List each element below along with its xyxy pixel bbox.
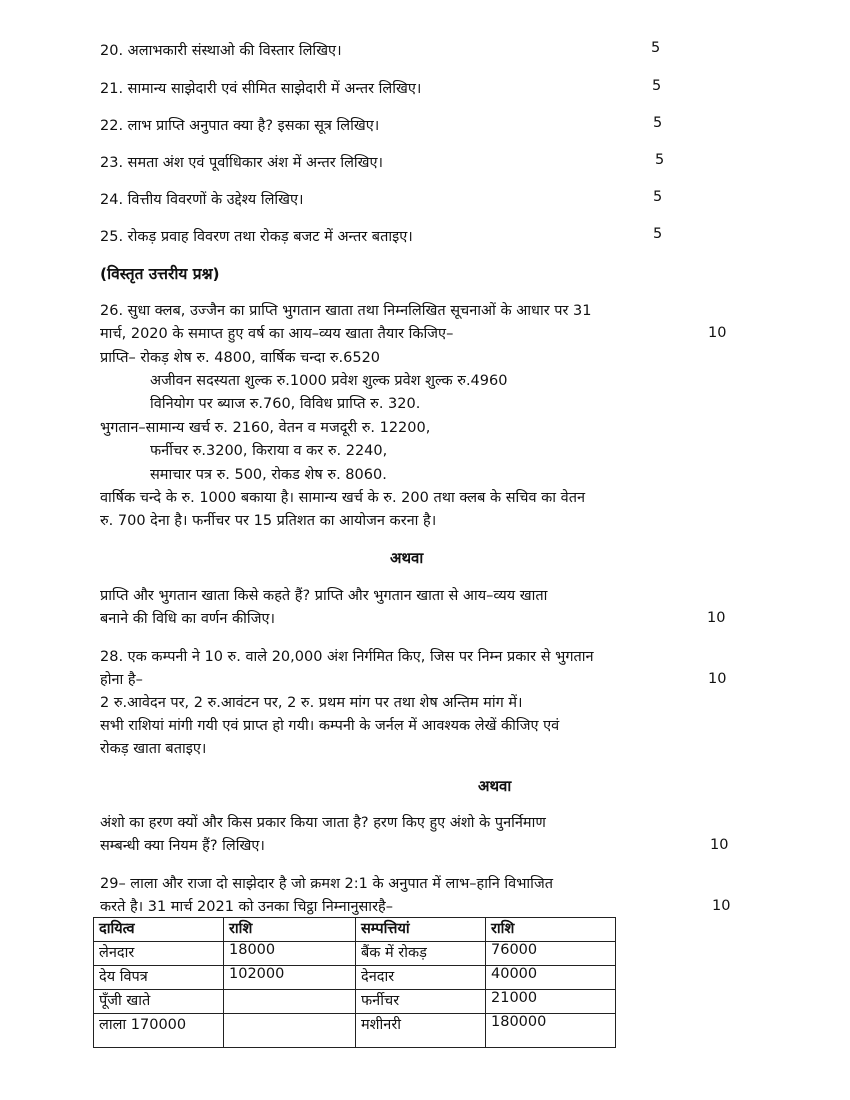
- header-amount-1: राशि: [224, 918, 356, 942]
- table-cell: देनदार: [356, 966, 486, 990]
- balance-sheet-table: [93, 917, 616, 1048]
- q26-payments-3: समाचार पत्र रु. 500, रोकड शेष रु. 8060.: [150, 467, 387, 483]
- alt26-line2: बनाने की विधि का वर्णन कीजिए।: [100, 611, 275, 627]
- table-cell: देय विपत्र: [94, 966, 224, 990]
- header-assets: सम्पत्तियां: [356, 918, 486, 942]
- header-amount-2: राशि: [486, 918, 616, 942]
- q28-line1: 28. एक कम्पनी ने 10 रु. वाले 20,000 अंश निर्गमित किए, जिस पर निम्न प्रकार से भुगतान: [100, 649, 594, 665]
- marks-20: 5: [651, 40, 661, 56]
- marks-22: 5: [653, 115, 663, 131]
- marks-23: 5: [655, 152, 665, 168]
- alt28-line1: अंशो का हरण क्यों और किस प्रकार किया जाता है? हरण किए हुए अंशो के पुनर्निमाण: [100, 815, 546, 831]
- q29-marks: 10: [712, 898, 731, 914]
- table-row: [94, 990, 616, 1014]
- q26-marks: 10: [708, 325, 727, 341]
- table-cell: 76000: [486, 942, 616, 966]
- table-cell: [224, 990, 356, 1014]
- table-cell: 21000: [486, 990, 616, 1014]
- or-label-2: अथवा: [478, 777, 512, 795]
- table-cell: 40000: [486, 966, 616, 990]
- q28-line5: रोकड़ खाता बताइए।: [100, 741, 207, 757]
- marks-24: 5: [653, 189, 663, 205]
- table-header-row: [94, 918, 616, 942]
- table-cell: [224, 1014, 356, 1048]
- alt26-line1: प्राप्ति और भुगतान खाता किसे कहते हैं? प्राप्ति और भुगतान खाता से आय–व्यय खाता: [100, 588, 548, 604]
- question-23: 23. समता अंश एवं पूर्वाधिकार अंश में अन्तर लिखिए।: [100, 155, 384, 171]
- q28-line3: 2 रु.आवेदन पर, 2 रु.आवंटन पर, 2 रु. प्रथम मांग पर तथा शेष अन्तिम मांग में।: [100, 695, 523, 711]
- question-21: 21. सामान्य साझेदारी एवं सीमित साझेदारी में अन्तर लिखिए।: [100, 81, 422, 97]
- question-25: 25. रोकड़ प्रवाह विवरण तथा रोकड़ बजट में अन्तर बताइए।: [100, 229, 413, 245]
- q28-line4: सभी राशियां मांगी गयी एवं प्राप्त हो गयी। कम्पनी के जर्नल में आवश्यक लेखें कीजिए एवं: [100, 718, 560, 734]
- alt26-marks: 10: [707, 610, 726, 626]
- q29-line2: करते है। 31 मार्च 2021 को उनका चिट्ठा निम्नानुसारहै–: [100, 899, 393, 915]
- table-row: [94, 966, 616, 990]
- question-24: 24. वित्तीय विवरणों के उद्देश्य लिखिए।: [100, 192, 304, 208]
- or-label-1: अथवा: [390, 549, 424, 567]
- q26-receipts-3: विनियोग पर ब्याज रु.760, विविध प्राप्ति रु. 320.: [150, 396, 421, 412]
- q26-note-1: वार्षिक चन्दे के रु. 1000 बकाया है। सामान्य खर्च के रु. 200 तथा क्लब के सचिव का वेतन: [100, 490, 586, 506]
- q26-receipts-2: अजीवन सदस्यता शुल्क रु.1000 प्रवेश शुल्क प्रवेश शुल्क रु.4960: [150, 373, 508, 389]
- section-heading: (विस्तृत उत्तरीय प्रश्न): [100, 265, 220, 283]
- table-cell: लेनदार: [94, 942, 224, 966]
- table-row: [94, 942, 616, 966]
- question-20: 20. अलाभकारी संस्थाओ की विस्तार लिखिए।: [100, 43, 342, 59]
- table-cell: फर्नीचर: [356, 990, 486, 1014]
- table-cell: 18000: [224, 942, 356, 966]
- q29-line1: 29– लाला और राजा दो साझेदार है जो क्रमश 2:1 के अनुपात में लाभ–हानि विभाजित: [100, 876, 553, 892]
- alt28-marks: 10: [710, 837, 729, 853]
- table-cell: मशीनरी: [356, 1014, 486, 1048]
- q28-line2: होना है–: [100, 672, 143, 688]
- table-cell: लाला 170000: [94, 1014, 224, 1048]
- q26-note-2: रु. 700 देना है। फर्नीचर पर 15 प्रतिशत का आयोजन करना है।: [100, 513, 437, 529]
- q26-line2: मार्च, 2020 के समाप्त हुए वर्ष का आय–व्यय खाता तैयार किजिए–: [100, 326, 454, 342]
- q26-payments-2: फर्नीचर रु.3200, किराया व कर रु. 2240,: [150, 443, 388, 459]
- marks-21: 5: [652, 78, 662, 94]
- q26-payments-1: भुगतान–सामान्य खर्च रु. 2160, वेतन व मजदूरी रु. 12200,: [100, 420, 431, 436]
- q26-receipts-1: प्राप्ति– रोकड़ शेष रु. 4800, वार्षिक चन्दा रु.6520: [100, 350, 381, 366]
- header-liabilities: दायित्व: [94, 918, 224, 942]
- question-22: 22. लाभ प्राप्ति अनुपात क्या है? इसका सूत्र लिखिए।: [100, 118, 380, 134]
- marks-25: 5: [653, 226, 663, 242]
- table-cell: 102000: [224, 966, 356, 990]
- q28-marks: 10: [708, 671, 727, 687]
- table-cell: बैंक में रोकड़: [356, 942, 486, 966]
- table-row: [94, 1014, 616, 1048]
- q26-line1: 26. सुधा क्लब, उज्जैन का प्राप्ति भुगतान खाता तथा निम्नलिखित सूचनाओं के आधार पर 31: [100, 303, 592, 319]
- alt28-line2: सम्बन्धी क्या नियम हैं? लिखिए।: [100, 838, 265, 854]
- table-cell: 180000: [486, 1014, 616, 1048]
- table-cell: पूँजी खाते: [94, 990, 224, 1014]
